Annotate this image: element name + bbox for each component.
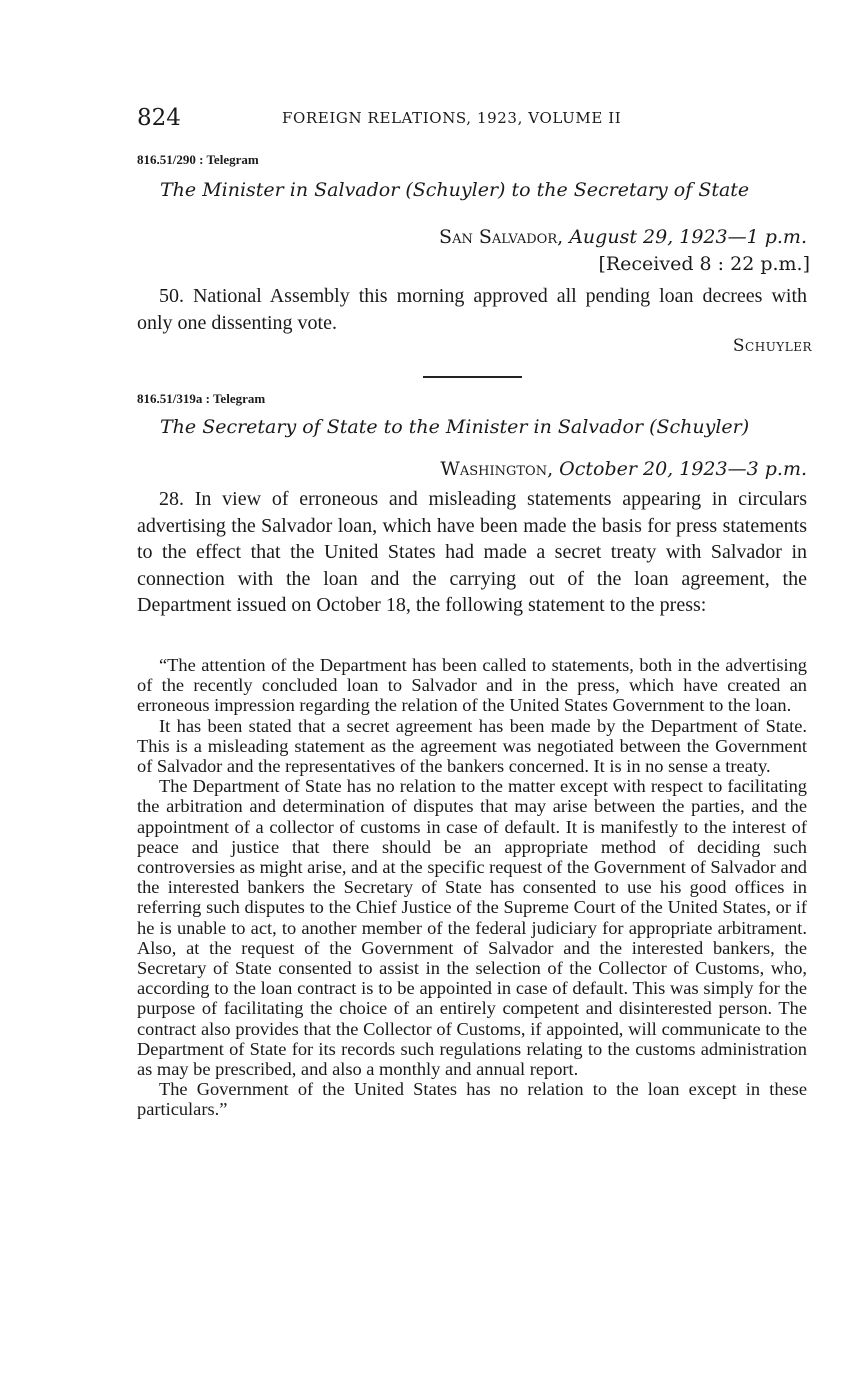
quote-paragraph: The Government of the United States has no relation to the loan except in these particulars.”: [137, 1079, 807, 1120]
doc1-place-date: [439, 226, 807, 248]
doc1-signature: Schuyler: [732, 336, 812, 356]
quote-paragraph: “The attention of the Department has been called to statements, both in the advertising of the recently concluded loan to Salvador and in the press, which have created an erroneous impression regarding the relation of the United States Government to the loan.: [137, 655, 807, 716]
quote-paragraph: The Department of State has no relation to the matter except with respect to facilitating the arbitration and determination of disputes that may arise between the parties, and the appointment of a collector of customs in case of default. It is manifestly to the interest of peace and justice that there should be an appropriate method of deciding such controversies as might arise, and at the specific request of the Government of Salvador and the interested bankers the Secretary of State has consented to use his good offices in referring such disputes to the Chief Justice of the Supreme Court of the United States, or if he is unable to act, to another member of the federal judiciary for appropriate arbitrament. Also, at the request of the Government of Salvador and the interested bankers, the Secretary of State consented to assist in the selection of the Collector of Customs, who, according to the loan contract is to be appointed in case of default. This was simply for the purpose of facilitating the choice of an entirely competent and disinterested person. The contract also provides that the Collector of Customs, if appointed, will communicate to the Department of State for its records such regulations relating to the customs administration as may be prescribed, and also a monthly and annual report.: [137, 776, 807, 1080]
running-head: [137, 105, 807, 135]
doc1-body: 50. National Assembly this morning approved all pending loan decrees with only one dissenting vote.: [137, 285, 807, 334]
section-divider: [423, 376, 522, 378]
doc1-heading: [160, 179, 749, 201]
doc1-heading-part-b: (Schuyler): [405, 179, 506, 201]
page-number: 824: [137, 105, 181, 131]
doc2-place: Washington,: [440, 458, 554, 480]
press-statement-quote: [137, 655, 807, 1120]
doc1-date: August 29, 1923—1 p.m.: [563, 226, 807, 248]
doc2-date: October 20, 1923—3 p.m.: [553, 458, 807, 480]
doc2-body: 28. In view of erroneous and misleading statements appearing in circulars advertising the Salvador loan, which have been made the basis for press statements to the effect that the United States had made a secret treaty with Salvador in connection with the loan and the carrying out of the loan agreement, the Department issued on October 18, the following statement to the press:: [137, 488, 807, 617]
doc1-heading-part-c: to the Secretary of State: [505, 179, 750, 201]
doc2-heading-part-a: The Secretary of State to the Minister in Salvador: [160, 416, 650, 438]
quote-paragraph: It has been stated that a secret agreement has been made by the Department of State. This is a misleading statement as the agreement was negotiated between the Government of Salvador and the representatives of the bankers concerned. It is in no sense a treaty.: [137, 715, 807, 777]
doc2-heading-part-b: (Schuyler): [649, 416, 750, 438]
doc1-file-reference: 816.51/290 : Telegram: [137, 152, 259, 167]
doc2-heading: [160, 416, 749, 438]
running-title: FOREIGN RELATIONS, 1923, VOLUME II: [282, 109, 622, 127]
doc2-file-reference: 816.51/319a : Telegram: [137, 391, 266, 406]
doc1-received: [Received 8 : 22 p.m.]: [598, 253, 810, 275]
doc1-heading-part-a: The Minister in Salvador: [160, 179, 406, 201]
doc1-place: San Salvador,: [439, 226, 564, 248]
doc2-place-date: [440, 458, 807, 480]
